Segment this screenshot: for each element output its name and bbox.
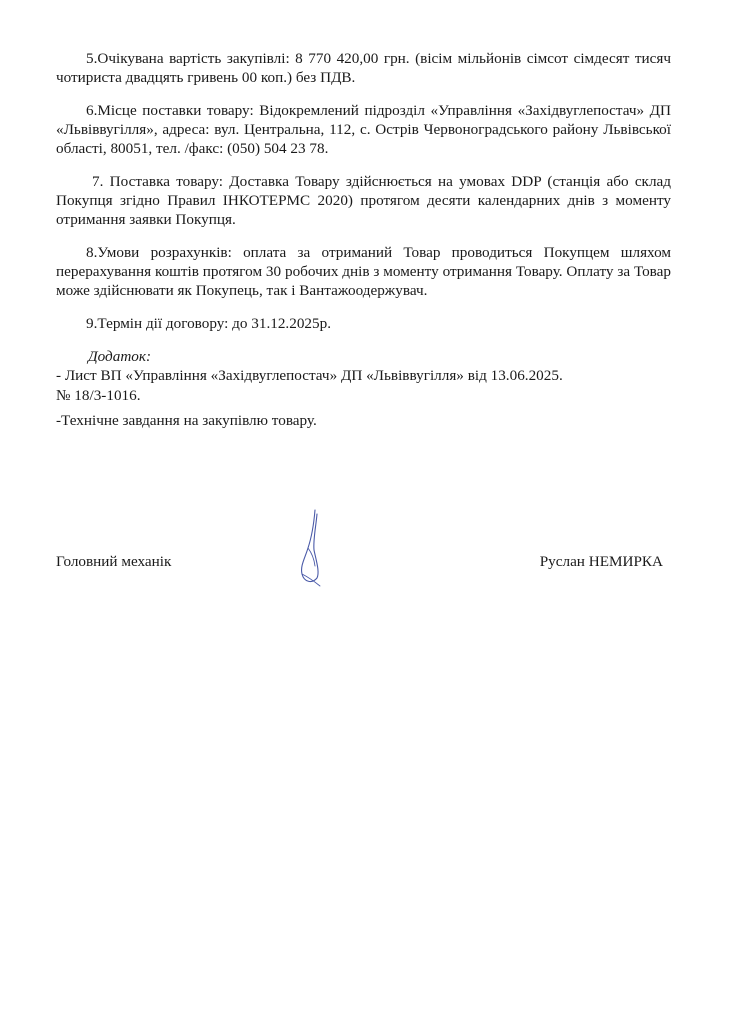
paragraph-payment-terms: 8.Умови розрахунків: оплата за отриманий Товар проводиться Покупцем шляхом перерахування коштів протягом 30 робочих днів з моменту отримання Товару. Оплату за Товар може здійснювати як Покупець, так і Вантажоодержувач. — [56, 244, 671, 299]
signatory-position: Головний механік — [56, 553, 172, 570]
annex-item-letter: - Лист ВП «Управління «Західвуглепостач» ДП «Львіввугілля» від 13.06.2025. — [56, 367, 563, 384]
paragraph-contract-term: 9.Термін дії договору: до 31.12.2025р. — [86, 315, 331, 332]
paragraph-delivery-place: 6.Місце поставки товару: Відокремлений підрозділ «Управління «Західвуглепостач» ДП «Львіввугілля», адреса: вул. Центральна, 112, с. Острів Червоноградського району Львівської області, 80051, тел. /факс: (050) 504 23 78. — [56, 102, 671, 157]
annex-title: Додаток: — [88, 348, 152, 365]
document-body — [56, 49, 671, 431]
annex-item-letter-number: № 18/3-1016. — [56, 387, 141, 404]
handwritten-signature — [296, 508, 326, 588]
paragraph-expected-cost: 5.Очікувана вартість закупівлі: 8 770 420,00 грн. (вісім мільйонів сімсот сімдесят тисяч чотириста двадцять гривень 00 коп.) без ПДВ. — [56, 50, 671, 86]
annex-item-technical-spec: -Технічне завдання на закупівлю товару. — [56, 412, 317, 429]
signatory-name: Руслан НЕМИРКА — [539, 553, 663, 570]
paragraph-delivery-terms: 7. Поставка товару: Доставка Товару здійснюється на умовах DDP (станція або склад Покупця згідно Правил ІНКОТЕРМС 2020) протягом десяти календарних днів з моменту отримання заявки Покупця. — [56, 173, 671, 228]
annex-section — [56, 347, 671, 430]
signature-block — [56, 552, 663, 576]
